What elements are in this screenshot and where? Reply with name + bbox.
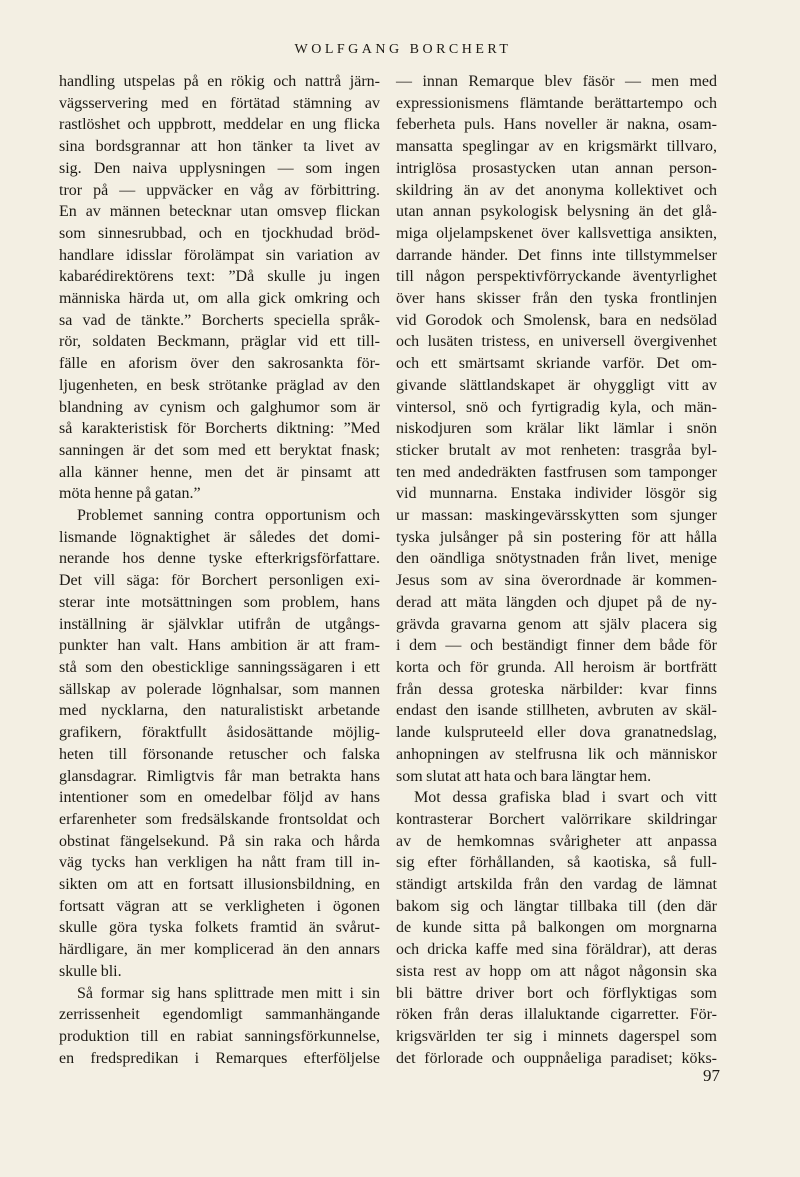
text-line: feberheta puls. Hans noveller är nakna, osam- (396, 116, 717, 134)
text-line: bli bättre driver bort och förflyktigas som (396, 984, 717, 1002)
text-line: kabarédirektörens text: ”Då skulle ju ingen (59, 268, 380, 286)
text-line: sig efter förhållanden, så kaotiska, så full- (396, 854, 717, 872)
text-line: zerrissenheit egendomligt sammanhängande (59, 1006, 380, 1024)
text-line: röken från deras illaluktande cigarretter. För- (396, 1006, 717, 1024)
text-line: utan annan psykologisk belysning än det glå- (396, 203, 717, 221)
text-line: Mot dessa grafiska blad i svart och vitt (414, 789, 717, 807)
text-line: vid munnarna. Enstaka individer lösgör sig (396, 485, 717, 503)
text-line: — innan Remarque blev fäsör — men med (396, 73, 717, 90)
text-line: erfarenheter som fredsälskande frontsoldat och (59, 810, 380, 828)
text-line: obstinat fängelsekund. På sin raka och hårda (59, 832, 380, 850)
text-line: från dessa groteska närbilder: kvar finns (396, 680, 717, 698)
text-line: sällskap av polerade lögnhalsar, som mannen (59, 680, 380, 698)
text-line: stå som den obesticklige sanningssägaren i ett (59, 658, 380, 676)
text-line: sanningen är det som med ett beryktat fnask; (59, 441, 380, 459)
text-line: grafikern, föraktfullt åsidosättande möjlig- (59, 724, 380, 742)
text-line: heten till försonande retuscher och falska (59, 745, 380, 763)
text-line: härdligare, än mer komplicerad än den annars (59, 941, 380, 959)
text-line: möta henne på gatan.” (59, 485, 201, 503)
text-line: expressionismens flämtande berättartempo och (396, 94, 717, 112)
text-line: till någon perspektivförryckande äventyrlighet (396, 268, 717, 286)
page-number: 97 (703, 1066, 720, 1085)
text-line: fortsatt vägran att se verkligheten i ögonen (59, 897, 380, 915)
text-line: sterar inte motsättningen som problem, hans (59, 593, 380, 611)
text-line: produktion till en rabiat sanningsförkunnelse, (59, 1027, 380, 1045)
text-line: tror på — uppväcker en våg av förbittring. (59, 181, 380, 199)
text-line: skildring än av det anonyma kollektivet och (396, 181, 717, 199)
text-line: sina bordsgrannar att hon tänker ta livet av (59, 138, 380, 156)
text-line: de kunde sitta på balkongen om morgnarna (396, 919, 717, 937)
text-line: handling utspelas på en rökig och nattrå järn- (59, 73, 380, 90)
text-line: vägsservering med en förtätad stämning av (59, 94, 380, 112)
text-line: med nycklarna, den naturalistiskt arbetande (59, 702, 380, 720)
text-line: alla känner henne, men det är pinsamt att (59, 463, 380, 481)
text-line: och dricka kaffe med sina föräldrar), att deras (396, 941, 717, 959)
text-line: darrande händer. Det finns inte tillstymmelser (396, 246, 717, 264)
text-line: väg tycks han verkligen ha nått fram till in- (59, 854, 380, 872)
text-line: rör, soldaten Beckmann, präglar vid ett till- (59, 333, 380, 351)
text-line: anhopningen av stelfrusna lik och människor (396, 745, 717, 763)
text-line: lismande lögnaktighet är således det domi- (59, 528, 380, 546)
text-line: ur massan: maskingevärsskytten som sjunger (396, 507, 717, 525)
text-line: endast den isande stillheten, avbruten av skäl- (396, 702, 717, 720)
text-line: grävda gravarna genom att själv placera sig (396, 615, 717, 633)
text-line: och ett smärtsamt skriande varför. Det om- (396, 355, 717, 373)
text-line: skulle bli. (59, 962, 122, 980)
text-line: handlare idisslar förolämpat sin variation av (59, 246, 380, 264)
text-line: lande kulspruteeld eller dova granatnedslag, (396, 724, 717, 742)
text-line: sista rest av hopp om att något någonsin ska (396, 962, 717, 980)
text-line: Problemet sanning contra opportunism och (77, 507, 380, 525)
text-line: niskodjuren som krälar likt lämlar i snön (396, 420, 717, 438)
text-line: som slutat att hata och bara längtar hem. (396, 767, 652, 785)
text-line: Så formar sig hans splittrade men mitt i sin (77, 984, 380, 1002)
text-line: en fredspredikan i Remarques efterföljelse (59, 1049, 380, 1067)
text-line: bakom sig och längtar tillbaka till (den där (396, 897, 717, 915)
text-line: så karakteristisk för Borcherts diktning: ”Med (59, 420, 380, 438)
right-column (396, 71, 717, 1069)
text-line: inställning är självklar utifrån de utgångs- (59, 615, 380, 633)
text-line: mansatta speglingar av en krigsmärkt tillvaro, (396, 138, 717, 156)
text-line: Det vill säga: för Borchert personligen exi- (59, 572, 380, 590)
text-line: En av männen betecknar utan omsvep flickan (59, 203, 380, 221)
text-line: nerande hos denne tyske efterkrigsförfattare. (59, 550, 380, 568)
text-line: och lusäten tristess, en universell övergivenhet (396, 333, 717, 351)
text-line: sa vad de tänkte.” Borcherts speciella språk- (59, 311, 380, 329)
text-line: punkter han valt. Hans ambition är att fram- (59, 637, 380, 655)
text-line: vintersol, snö och fyrtigradig kyla, och män- (396, 398, 717, 416)
text-line: den oändliga snötystnaden från livet, menige (396, 550, 717, 568)
text-line: korta och för grunda. All heroism är bortfrätt (396, 658, 717, 676)
text-line: rastlöshet och uppbrott, meddelar en ung flicka (59, 116, 380, 134)
text-line: krigsvärlden ter sig i minnets dagerspel som (396, 1027, 717, 1045)
text-line: i dem — och beständigt finner dem både för (396, 637, 717, 655)
text-line: av de hemkomnas svårigheter att anpassa (396, 832, 717, 850)
text-line: blandning av cynism och galghumor som är (59, 398, 380, 416)
text-line: givande slättlandskapet är ohyggligt vitt av (396, 376, 717, 394)
text-line: intentioner som en omedelbar följd av hans (59, 789, 380, 807)
text-line: sikten om att en fortsatt illusionsbildning, en (59, 876, 380, 894)
text-line: ten med andedräkten fastfrusen som tamponger (396, 463, 717, 481)
text-line: Jesus som av sina överordnade är kommen- (396, 572, 717, 590)
text-line: vid Gorodok och Smolensk, bara en nedsölad (396, 311, 717, 329)
text-line: derad att mäta längden och djupet på de ny- (396, 593, 717, 611)
text-line: glansdagrar. Rimligtvis får man betrakta hans (59, 767, 380, 785)
text-line: sig. Den naiva upplysningen — som ingen (59, 159, 380, 177)
text-line: skulle göra tyska folkets framtid än svårut- (59, 919, 380, 937)
text-line: tyska julsånger på sin postering för att hålla (396, 528, 717, 546)
text-line: människa härda ut, om alla gick omkring och (59, 290, 380, 308)
text-line: kontrasterar Borchert valörrikare skildringar (396, 810, 717, 828)
text-line: det förlorade och ouppnåeliga paradiset; köks- (396, 1049, 717, 1067)
text-line: som sinnesrubbad, och en tjockhudad bröd- (59, 224, 380, 242)
text-line: sticker brutalt av mot renheten: trasgråa byl- (396, 441, 717, 459)
running-header: WOLFGANG BORCHERT (294, 42, 512, 57)
left-column (59, 71, 380, 1069)
text-line: fälle en aforism över den sakrosankta för- (59, 355, 380, 373)
text-line: intriglösa prosastycken utan annan person- (396, 159, 717, 177)
text-line: miga oljelampskenet över kallsvettiga ansikten, (396, 224, 717, 242)
text-line: ljugenheten, en besk strötanke präglad av den (59, 376, 380, 394)
text-line: över hans skisser från den tyska frontlinjen (396, 290, 717, 308)
text-line: ständigt artskilda från den vardag de lämnat (396, 876, 717, 894)
